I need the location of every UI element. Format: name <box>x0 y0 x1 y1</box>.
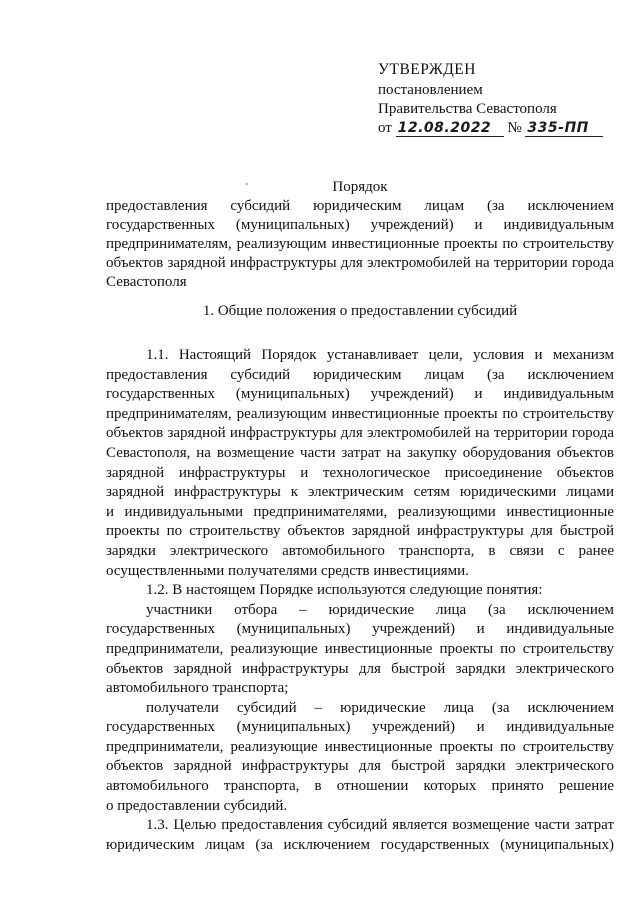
section-heading: 1. Общие положения о предоставлении субсидий <box>202 303 518 319</box>
body-line: осуществленными получателями средств инвестициями. <box>106 562 469 579</box>
body-line: зарядной инфраструктуры к электрическим сетям юридическими лицами <box>106 484 614 501</box>
number-field <box>525 120 603 137</box>
body-line: объектов зарядной инфраструктуры для электромобилей на территории города <box>106 425 614 442</box>
approval-date-line <box>378 119 603 138</box>
body-line: государственных (муниципальных) учреждений) и индивидуальным <box>106 386 614 403</box>
body-line: автомобильного транспорта; <box>106 680 289 697</box>
body-line: предприниматели, реализующие инвестиционные проекты по строительству <box>106 738 614 755</box>
body-line: предпринимателям, реализующим инвестиционные проекты по строительству <box>106 405 614 422</box>
body-line: проекты по строительству объектов зарядной инфраструктуры для быстрой <box>106 523 614 540</box>
body-line: государственных (муниципальных) учреждений) и индивидуальные <box>106 719 614 736</box>
body-line: предприниматели, реализующие инвестиционные проекты по строительству <box>106 640 614 657</box>
body-line: 1.1. Настоящий Порядок устанавливает цели, условия и механизм <box>146 347 614 363</box>
document-title <box>106 178 614 292</box>
approval-heading: УТВЕРЖДЕН <box>378 61 476 78</box>
title-word: Порядок <box>332 179 388 195</box>
body-line: объектов зарядной инфраструктуры для быстрой зарядки электрического <box>106 660 614 677</box>
number-prefix: № <box>507 120 522 136</box>
body-line: и индивидуальными предпринимателями, реализующими инвестиционные <box>106 503 614 520</box>
date-field <box>396 120 504 137</box>
body-line: юридическим лицам (за исключением государственных (муниципальных) <box>106 836 614 853</box>
title-line: Севастополя <box>106 274 187 290</box>
body-line: 1.2. В настоящем Порядке используются следующие понятия: <box>146 582 543 599</box>
handwritten-number: 335-ПП <box>527 120 589 136</box>
approval-line-1: постановлением <box>378 82 483 98</box>
body-line: автомобильного транспорта, в отношении которых принято решение <box>106 778 614 795</box>
approval-line-2: Правительства Севастополя <box>378 101 557 117</box>
date-prefix: от <box>378 120 392 136</box>
title-line: предоставления субсидий юридическим лицам (за исключением <box>106 198 614 214</box>
title-line: объектов зарядной инфраструктуры для электромобилей на территории города <box>106 255 614 271</box>
body-line: государственных (муниципальных) учреждений) и индивидуальные <box>106 621 614 638</box>
title-line: государственных (муниципальных) учреждений) и индивидуальным <box>106 217 614 233</box>
title-line: предпринимателям, реализующим инвестиционные проекты по строительству <box>106 236 614 252</box>
body-line: зарядной инфраструктуры и технологическое присоединение объектов <box>106 464 614 481</box>
body-line: зарядки электрического автомобильного транспорта, в связи с ранее <box>106 542 614 559</box>
body-line: Севастополя, на возмещение части затрат на закупку оборудования объектов <box>106 444 614 461</box>
body-line: объектов зарядной инфраструктуры для быстрой зарядки электрического <box>106 758 614 775</box>
approval-block <box>378 60 603 138</box>
handwritten-date: 12.08.2022 <box>397 120 492 136</box>
body-line: участники отбора – юридические лица (за исключением <box>146 601 614 618</box>
body-line: получатели субсидий – юридические лица (за исключением <box>146 699 614 716</box>
body-line: 1.3. Целью предоставления субсидий является возмещение части затрат <box>146 817 614 834</box>
body-line: о предоставлении субсидий. <box>106 797 288 814</box>
document-body <box>106 346 614 855</box>
body-line: предоставления субсидий юридическим лицам (за исключением <box>106 366 614 383</box>
